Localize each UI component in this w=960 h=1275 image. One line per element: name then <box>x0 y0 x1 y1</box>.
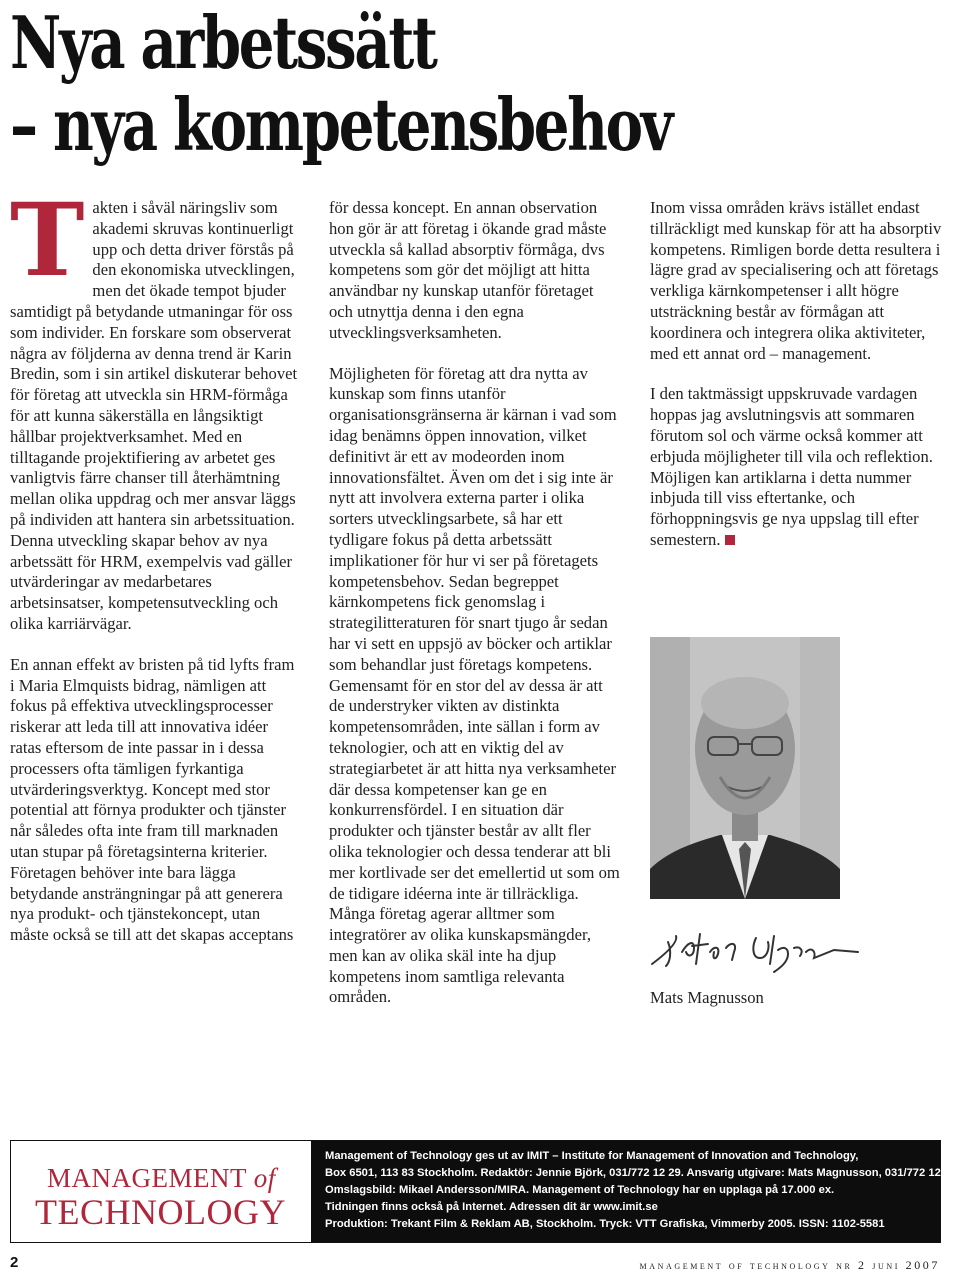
logo-line-1 <box>47 1163 276 1194</box>
paragraph: Inom vissa områden krävs istället endast tillräckligt med kunskap för att ha absorptiv kompetens. Rimligen borde detta resultera i lägre grad av specialisering och att företags verkliga kärnkompetenser i allt högre utsträckning består av förmågan att koordinera och integrera olika aktiviteter, med ett annat ord – management. <box>650 198 942 363</box>
handwritten-signature <box>648 912 898 982</box>
running-footer: management of technology nr 2 juni 2007 <box>639 1258 940 1272</box>
paragraph: En annan effekt av bristen på tid lyfts fram i Maria Elmquists bidrag, nämligen att fokus på effektiva utvecklingsprocesser riskerar att leda till att innovativa idéer ratas eftersom de inte passar in i dessa processers ofta tämligen fyrkantiga utvärderingsverktyg. Koncept med stor potential att förnya produkter och tjänster når således ofta inte fram till marknaden utan stupar på företagsinterna kriterier. Företagen behöver inte bara lägga betydande ansträngningar på att generera nya produkt- och tjänstekoncept, utan måste också se till att det skapas acceptans <box>10 654 295 945</box>
masthead-box <box>10 1140 960 1243</box>
portrait-illustration <box>650 637 840 899</box>
logo-word-management: MANAGEMENT <box>47 1163 247 1193</box>
masthead-line: Produktion: Trekant Film & Reklam AB, Stockholm. Tryck: VTT Grafiska, Vimmerby 2005. ISSN: 1102-5581 <box>325 1218 885 1230</box>
dropcap: T <box>10 181 85 299</box>
paragraph <box>10 181 302 635</box>
paragraph-text: akten i såväl näringsliv som akademi skruvas kontinuerligt upp och detta driver förstås på den ekonomiska utvecklingen, men det ökade tempot bjuder samtidigt på betydande utmaningar för oss som individer. En forskare som observerat några av följderna av denna trend är Karin Bredin, som i sin artikel diskuterar behovet för företag att utveckla sin HRM-förmåga för att kunna säkerställa en långsiktigt hållbar projektverksamhet. Med en tilltagande projektifiering av arbetet ges vanligtvis färre chanser till återhämtning mellan olika uppdrag och mer ansvar läggs på individen att hantera sin arbetssituation. Denna utveckling skapar behov av nya arbetssätt för HRM, exempelvis vad gäller utvärderingar av medarbetares arbetsinsatser, kompetensutveckling och olika karriärvägar. <box>10 198 298 633</box>
title-line-1: Nya arbetssätt <box>10 0 436 85</box>
paragraph <box>650 384 942 550</box>
paragraph: för dessa koncept. En annan observation hon gör är att företag i ökande grad måste utveckla så kallad absorptiv förmåga, dvs kompetens som gör det möjligt att hitta användbar ny kunskap utanför företaget och utnyttja denna i den egna utvecklingsverksamheten. <box>329 198 607 342</box>
column-3 <box>650 198 942 571</box>
masthead-info-panel <box>311 1141 960 1242</box>
title-line-2: – nya kompetensbehov <box>10 82 672 167</box>
author-portrait <box>650 637 840 899</box>
article-title <box>10 2 743 166</box>
signature-name: Mats Magnusson <box>650 988 764 1007</box>
masthead-line: Tidningen finns också på Internet. Adressen dit är www.imit.se <box>325 1201 658 1213</box>
page-number: 2 <box>10 1254 19 1271</box>
masthead-line: Omslagsbild: Mikael Andersson/MIRA. Management of Technology har en upplaga på 17.000 ex. <box>325 1184 835 1196</box>
masthead-line: Box 6501, 113 83 Stockholm. Redaktör: Jennie Björk, 031/772 12 29. Ansvarig utgivare: Mats Magnusson, 031/772 12 20. <box>325 1167 960 1179</box>
masthead-info-text <box>325 1148 960 1233</box>
masthead-line: Management of Technology ges ut av IMIT – Institute for Management of Innovation and Technology, <box>325 1150 859 1162</box>
paragraph-text: I den taktmässigt uppskruvade vardagen hoppas jag avslutningsvis att sommaren förutom sol och värme också kommer att erbjuda möjligheter till vila och reflektion. Möjligen kan artiklarna i detta nummer inbjuda till viss eftertanke, och förhoppningsvis ge nya uppslag till efter semestern. <box>650 384 933 549</box>
paragraph: Möjligheten för företag att dra nytta av kunskap som finns utanför organisationsgränserna är kärnan i vad som idag benämns öppen innovation, vilket definitivt är ett av modeorden inom innovationsfältet. Även om det i sig inte är nytt att involvera externa parter i olika sorters utvecklingsarbete, så har ett tydligare fokus på detta arbetssätt implikationer för hur vi ser på företagets kompetensbehov. Sedan begreppet kärnkompetens fick genomslag i strategilitteraturen för snart tjugo år sedan har vi sett en uppsjö av böcker och artiklar som behandlar just företags kompetens. Gemensamt för en stor del av dessa är att de understryker vikten av distinkta kompetensområden, inte sällan i form av teknologier, och att en viktig del av strategiarbetet är att hitta nya verksamheter där dessa kompetenser kan ge en konkurrensfördel. I en situation där produkter och tjänster består av allt fler olika teknologier och dessa tenderar att bli mer kortlivade ser det emellertid ut som om de tidigare idéerna inte är tillräckliga. Många företag agerar alltmer som integratörer av olika kunskapsmängder, men kan av olika skäl inte ha djup kompetens inom samtliga relevanta områden. <box>329 363 620 1007</box>
column-1 <box>10 181 302 966</box>
logo-line-2: TECHNOLOGY <box>35 1192 286 1232</box>
end-mark-icon <box>725 535 735 545</box>
logo-word-of: of <box>253 1163 276 1193</box>
column-2 <box>329 198 621 1028</box>
